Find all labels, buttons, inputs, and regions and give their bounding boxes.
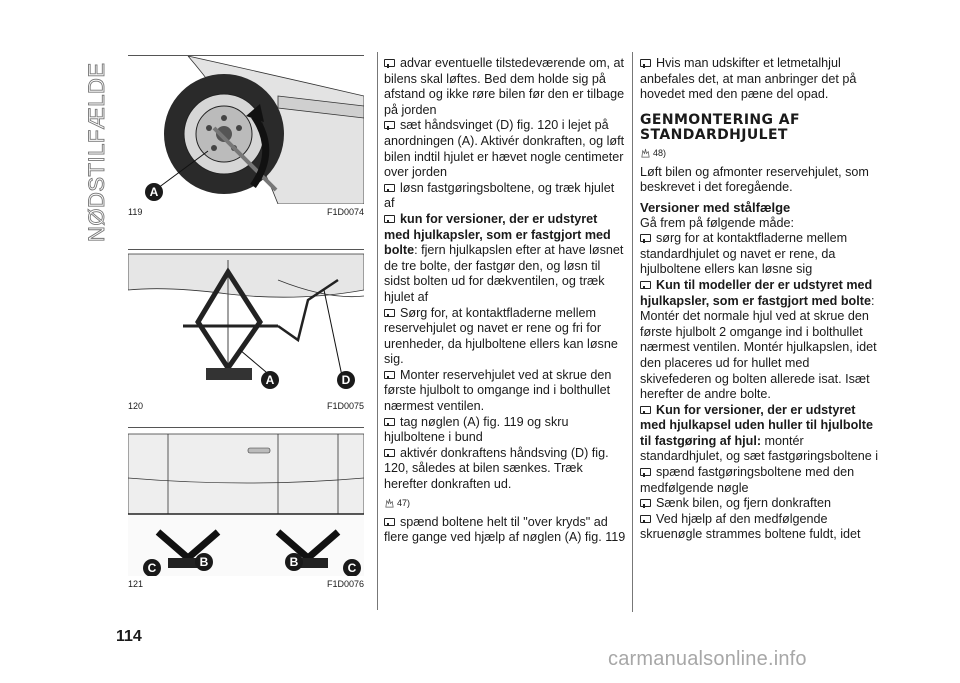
subsection-heading: Versioner med stålfælge [640,199,791,215]
paragraph: Gå frem på følgende måde: [640,215,795,230]
bullet-icon [384,184,395,192]
figure-121-number: 121 [128,579,144,589]
figure-120-caption [128,398,364,411]
figure-120 [128,249,364,411]
figure-121-caption [128,576,364,589]
list-item: Ved hjælp af den medfølgende skruenøgle strammes boltene fuldt, idet [640,511,861,542]
figure-119-illustration [128,55,364,204]
figure-120-label-d: D [341,373,351,387]
text-column-right [640,56,884,543]
warning-ref-47: 47) [397,497,411,508]
bullet-icon [640,281,651,289]
figure-119-number: 119 [128,207,143,217]
list-item: spænd boltene helt til "over kryds" ad flere gange ved hjælp af nøglen (A) fig. 119 [384,514,626,545]
figure-121-label-c-left: C [147,561,157,575]
column-divider-2 [632,52,633,612]
bullet-icon [640,234,651,242]
figure-119-caption [128,204,364,217]
figure-121-label-c-right: C [347,561,357,575]
warning-reference[interactable] [640,145,884,163]
chapter-side-title-text: NØDSTILFÆLDE [84,62,109,242]
watermark: carmanualsonline.info [608,648,807,670]
bullet-icon [384,418,395,426]
bullet-icon [384,215,395,223]
bullet-icon [640,499,651,507]
list-item: Kun til modeller der er udstyret med hjulkapsler, som er fastgjort med bolte: Montér det normale hjul ved at skrue den første hjulbolt 2 omgange ind i bolthullet nærmest ventilen. Montér hjulkapslen, idet den placeres ud for hullet med skivefederen og bolten allerede isat. Isæt herefter de andre bolte. [640,277,877,402]
figure-121-label-b-right: B [289,555,299,569]
bullet-icon [640,59,651,67]
figure-121-label-b-left: B [199,555,209,569]
figure-120-illustration [128,249,364,398]
list-item: sæt håndsvinget (D) fig. 120 i lejet på anordningen (A). Aktivér donkraften, og løft bilen indtil hjulet er hævet nogle centimeter over jorden [384,118,625,180]
list-item: Kun for versioner, der er udstyret med hjulkapsel uden huller til hjulbolte til fastgøring af hjul: montér standardhjulet, og sæt fastgøringsboltene i [640,402,879,464]
figure-120-label-a: A [265,373,275,387]
bullet-icon [384,371,395,379]
figure-121 [128,427,364,589]
hand-pointer-icon [640,148,651,159]
list-item: kun for versioner, der er udstyret med hjulkapsler, som er fastgjort med bolte: fjern hjulkapslen efter at have løsnet de tre bolte, der fastgør den, og løsn til sidst bolten ud for dækventilen, og træk hjulet af [384,211,624,304]
figure-120-number: 120 [128,401,144,411]
bullet-icon [384,449,395,457]
warning-ref-48: 48) [653,147,667,158]
list-item: Sørg for, at kontaktfladerne mellem reservehjulet og navet er rene og fri for urenheder, da hjulboltene ellers kan løsne sig. [384,305,618,367]
warning-reference[interactable] [384,495,626,513]
column-divider-1 [377,52,378,610]
list-item: Hvis man udskifter et letmetalhjul anbefales det, at man anbringer det på hovedet med den pæne del opad. [640,56,857,102]
hand-pointer-icon [384,498,395,509]
bullet-icon [384,518,395,526]
bullet-icon [640,468,651,476]
bullet-icon [384,309,395,317]
figure-120-code: F1D0075 [326,401,364,411]
list-item: sørg for at kontaktfladerne mellem standardhjulet og navet er rene, da hjulboltene ellers kan løsne sig [640,231,848,277]
figure-121-code: F1D0076 [326,579,364,589]
figure-119 [128,55,364,217]
figure-119-label-a: A [149,185,159,199]
list-item: Monter reservehjulet ved at skrue den første hjulbolt to omgange ind i bolthullet nærmest ventilen. [384,367,612,414]
paragraph: Løft bilen og afmonter reservehjulet, som beskrevet i det foregående. [640,164,869,195]
bullet-icon [384,121,395,129]
chapter-side-title [74,52,114,252]
list-item: aktivér donkraftens håndsving (D) fig. 120, således at bilen sænkes. Træk herefter donkraften ud. [384,445,609,492]
page-number: 114 [116,628,142,645]
bullet-icon [384,59,395,67]
list-item: Sænk bilen, og fjern donkraften [640,496,884,512]
list-item: advar eventuelle tilstedeværende om, at bilens skal løftes. Bed dem holde sig på afstand og ikke røre bilen før den er tilbage på jorden [384,56,625,117]
bullet-icon [640,406,651,414]
list-item: løsn fastgøringsboltene, og træk hjulet af [384,180,615,211]
list-item: tag nøglen (A) fig. 119 og skru hjulboltene i bund [384,414,569,445]
figure-119-code: F1D0074 [326,207,364,217]
text-column-middle [384,56,626,546]
section-heading: GENMONTERING AF STANDARDHJULET [640,111,800,143]
list-item: spænd fastgøringsboltene med den medfølgende nøgle [640,465,855,495]
bullet-icon [640,515,651,523]
figure-121-illustration [128,427,364,576]
